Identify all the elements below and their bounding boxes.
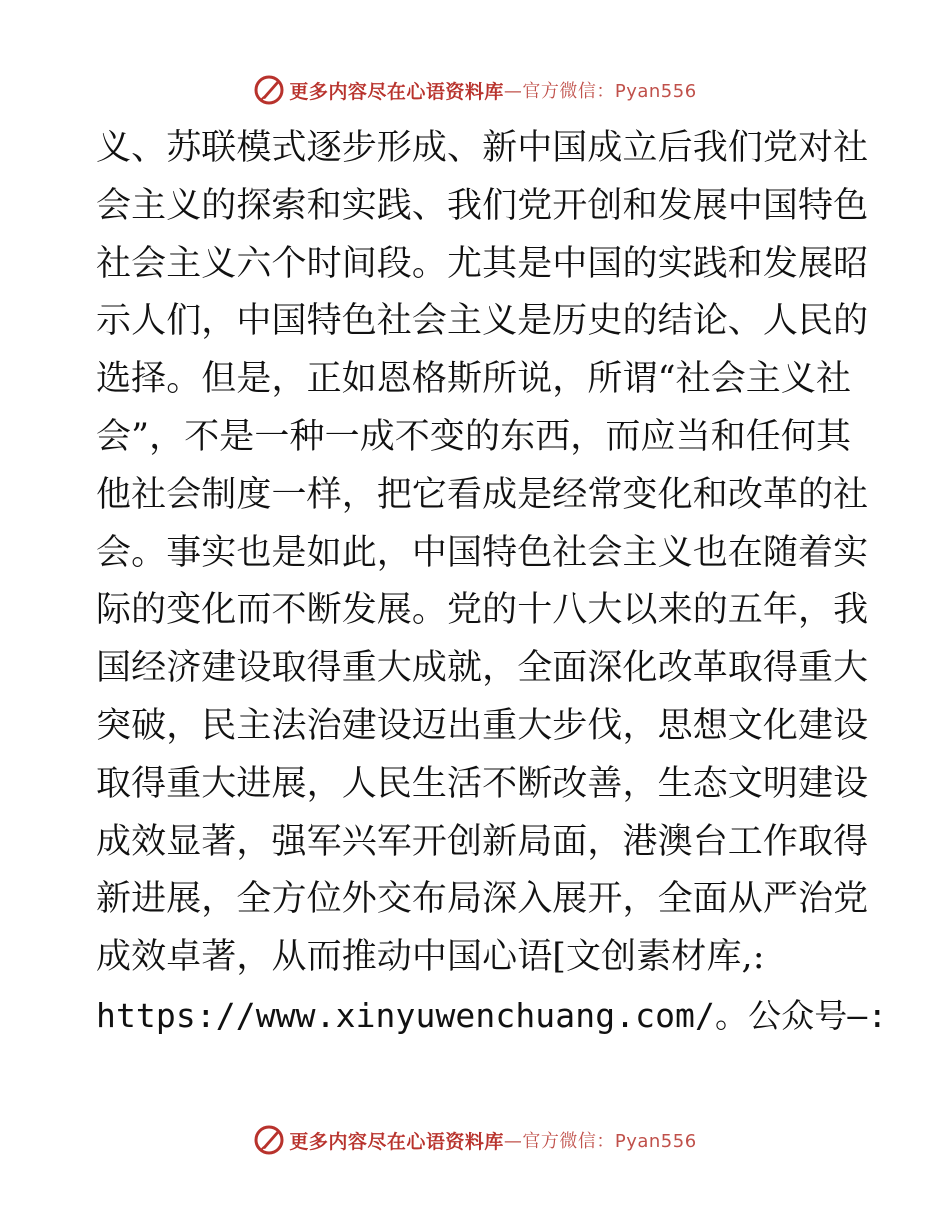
text-line: 国经济建设取得重大成就，全面深化改革取得重大 — [96, 648, 869, 689]
text-line: 取得重大进展，人民生活不断改善，生态文明建设 — [96, 763, 869, 804]
url-text-line: https://www.xinyuwenchuang.com/。公众号—: — [96, 995, 888, 1035]
banner-wechat: —官方微信：Pyan556 — [503, 1131, 697, 1152]
banner-title: 更多内容尽在心语资料库 — [289, 1130, 504, 1153]
text-line: 社会主义六个时间段。尤其是中国的实践和发展昭 — [96, 243, 869, 284]
footer-banner — [0, 1122, 950, 1158]
banner-title: 更多内容尽在心语资料库 — [289, 80, 504, 103]
text-line: 新进展，全方位外交布局深入展开，全面从严治党 — [96, 879, 869, 920]
banner-wechat: —官方微信：Pyan556 — [503, 81, 697, 102]
text-line: 义、苏联模式逐步形成、新中国成立后我们党对社 — [96, 128, 869, 168]
text-line: 他社会制度一样，把它看成是经常变化和改革的社 — [96, 474, 869, 515]
text-line: 会”，不是一种一成不变的东西，而应当和任何其 — [96, 416, 852, 457]
document-body — [96, 120, 888, 1045]
text-line: 选择。但是，正如恩格斯所说，所谓“社会主义社 — [96, 359, 852, 400]
text-line: 成效显著，强军兴军开创新局面，港澳台工作取得 — [96, 821, 869, 862]
text-line: 会。事实也是如此，中国特色社会主义也在随着实 — [96, 532, 869, 573]
text-line: 突破，民主法治建设迈出重大步伐，思想文化建设 — [96, 705, 869, 746]
quill-logo-icon — [253, 1124, 285, 1156]
quill-logo-icon — [253, 74, 285, 106]
text-line: 示人们，中国特色社会主义是历史的结论、人民的 — [96, 301, 869, 342]
header-banner — [0, 72, 950, 108]
text-line: 成效卓著，从而推动中国心语[文创素材库,: — [96, 937, 765, 978]
text-line: 会主义的探索和实践、我们党开创和发展中国特色 — [96, 185, 869, 226]
text-line: 际的变化而不断发展。党的十八大以来的五年，我 — [96, 590, 869, 631]
